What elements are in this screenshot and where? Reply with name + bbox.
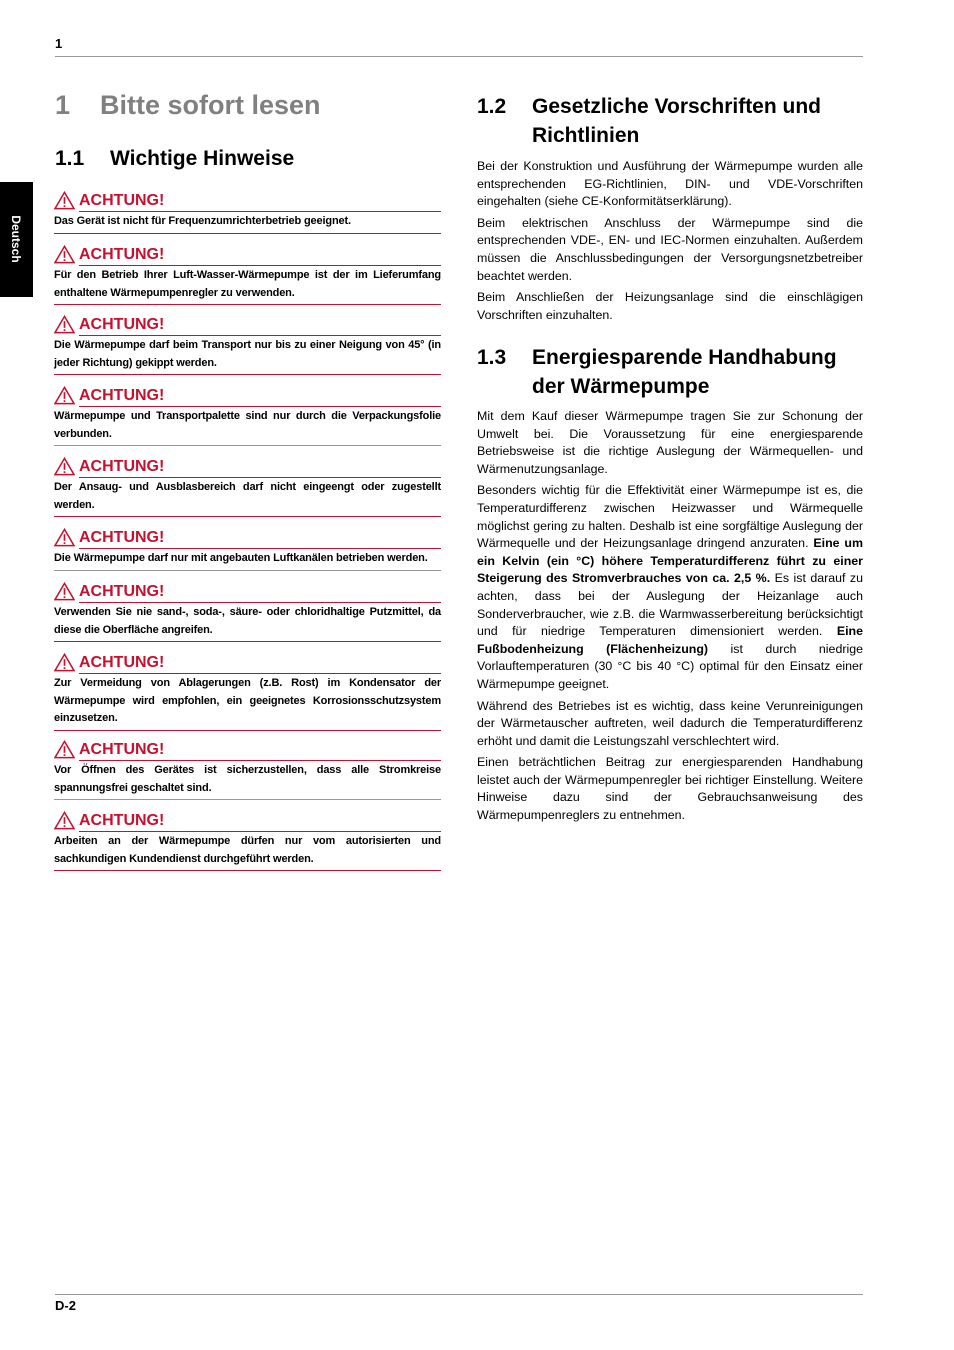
warning-triangle-icon [54, 386, 75, 405]
warning-label: ACHTUNG! [79, 529, 165, 546]
emphasis-text: Eine Fußbodenheizung (Flächenheizung) [477, 624, 863, 656]
warning-bottom-rule [54, 233, 441, 234]
section-1-3-body [477, 408, 863, 829]
chapter-title-text: Bitte sofort lesen [100, 90, 321, 120]
section-number: 1.1 [55, 147, 85, 170]
warning-box [54, 652, 441, 731]
warning-triangle-icon [54, 528, 75, 547]
section-1-2-body [477, 158, 863, 328]
section-title-line-1: Energiesparende Handhabung [532, 346, 837, 369]
warning-triangle-icon [54, 740, 75, 759]
section-title: Wichtige Hinweise [110, 147, 295, 170]
header-page-number: 1 [55, 36, 63, 51]
warning-label: ACHTUNG! [79, 246, 165, 263]
paragraph: Beim elektrischen Anschluss der Wärmepumpe sind die entsprechenden VDE-, EN- und IEC-Normen einzuhalten. Außerdem müssen die Anschlussbedingungen der Versorgungsnetzbetreiber beachtet werden. [477, 215, 863, 283]
warning-bottom-rule [54, 445, 441, 446]
warning-box [54, 244, 441, 305]
warning-box [54, 385, 441, 446]
warning-rule [79, 211, 441, 212]
warning-label: ACHTUNG! [79, 192, 165, 209]
chapter-number: 1 [55, 90, 71, 120]
warning-text: Arbeiten an der Wärmepumpe dürfen nur vom autorisierten und sachkundigen Kundendienst durchgeführt werden. [54, 835, 441, 865]
warning-rule [79, 602, 441, 603]
warning-triangle-icon [54, 191, 75, 210]
paragraph: Bei der Konstruktion und Ausführung der Wärmepumpe wurden alle entsprechenden EG-Richtlinien, DIN- und VDE-Vorschriften eingehalten (siehe CE-Konformitätserklärung). [477, 159, 863, 209]
section-number: 1.2 [477, 95, 507, 118]
paragraph-text: Besonders wichtig für die Effektivität einer Wärmepumpe ist es, die Temperaturdifferenz zwischen Heizwasser und Wärmequelle möglichst gering zu halten. Deshalb ist eine sorgfältige Auslegung der Wärmequelle und der Heizungsanlage dringend anzuraten. [477, 483, 863, 551]
paragraph [477, 482, 863, 693]
paragraph-text: Es ist darauf zu achten, dass bei der Auslegung der Heizanlage auch Sonderverbraucher, wie z.B. die Warmwasserbereitung berücksichtigt und für niedrige Temperaturen dimensioniert werden. [477, 571, 864, 639]
warning-rule [79, 673, 441, 674]
warning-box [54, 527, 441, 571]
chapter-title [55, 90, 321, 121]
warning-label: ACHTUNG! [79, 316, 165, 333]
warning-box [54, 456, 441, 517]
warning-label: ACHTUNG! [79, 458, 165, 475]
warning-label: ACHTUNG! [79, 583, 165, 600]
warning-text: Verwenden Sie nie sand-, soda-, säure- oder chloridhaltige Putzmittel, da diese die Oberfläche angreifen. [54, 606, 441, 636]
warning-rule [79, 406, 441, 407]
warning-triangle-icon [54, 245, 75, 264]
paragraph: Während des Betriebes ist es wichtig, dass keine Verunreinigungen der Wärmetauscher auftreten, weil dadurch die Temperaturdifferenz erhöht und damit die Leistungszahl verschlechtert wird. [477, 698, 863, 748]
paragraph: Einen beträchtlichen Beitrag zur energiesparenden Handhabung leistet auch der Wärmepumpenregler bei richtiger Einstellung. Weitere Hinweise dazu sind der Gebrauchsanweisung des Wärmepumpenreglers zu entnehmen. [477, 755, 863, 823]
warning-text: Zur Vermeidung von Ablagerungen (z.B. Rost) im Kondensator der Wärmepumpe wird empfohlen, ein geeignetes Korrosionsschutzsystem einzusetzen. [54, 677, 441, 724]
warning-label: ACHTUNG! [79, 741, 165, 758]
warning-rule [79, 335, 441, 336]
warning-bottom-rule [54, 870, 441, 871]
warning-bottom-rule [54, 516, 441, 517]
warning-text: Das Gerät ist nicht für Frequenzumrichterbetrieb geeignet. [54, 215, 351, 227]
section-title-line-2: Richtlinien [532, 124, 640, 147]
warning-text: Die Wärmepumpe darf beim Transport nur bis zu einer Neigung von 45° (in jeder Richtung) gekippt werden. [54, 339, 441, 369]
paragraph: Beim Anschließen der Heizungsanlage sind die einschlägigen Vorschriften einzuhalten. [477, 290, 863, 322]
warning-text: Die Wärmepumpe darf nur mit angebauten Luftkanälen betrieben werden. [54, 552, 428, 564]
section-number: 1.3 [477, 346, 507, 369]
warning-triangle-icon [54, 582, 75, 601]
section-1-2-heading [477, 92, 821, 150]
warning-text: Wärmepumpe und Transportpalette sind nur durch die Verpackungsfolie verbunden. [54, 410, 441, 440]
section-title-line-1: Gesetzliche Vorschriften und [532, 95, 822, 118]
warning-box [54, 581, 441, 642]
warning-box [54, 190, 441, 234]
warning-box [54, 314, 441, 375]
warning-triangle-icon [54, 811, 75, 830]
warning-label: ACHTUNG! [79, 654, 165, 671]
warning-bottom-rule [54, 570, 441, 571]
warning-rule [79, 760, 441, 761]
paragraph: Mit dem Kauf dieser Wärmepumpe tragen Sie zur Schonung der Umwelt bei. Die Voraussetzung für eine energiesparende Betriebsweise ist die richtige Auslegung der Wärmequellen- und Wärmenutzungsanlage. [477, 409, 863, 476]
warning-rule [79, 548, 441, 549]
footer-rule [55, 1294, 863, 1295]
warning-triangle-icon [54, 457, 75, 476]
language-tab [0, 182, 33, 297]
emphasis-text: Eine um ein Kelvin (ein °C) höhere Temperaturdifferenz führt zu einer Steigerung des Stromverbrauches von ca. 2,5 %. [477, 536, 863, 586]
section-1-3-heading [477, 343, 837, 401]
warning-rule [79, 831, 441, 832]
section-title-line-2: der Wärmepumpe [532, 375, 710, 398]
warning-box [54, 739, 441, 800]
warning-bottom-rule [54, 304, 441, 305]
warning-bottom-rule [54, 799, 441, 800]
section-1-1-heading [55, 144, 294, 173]
warning-bottom-rule [54, 374, 441, 375]
warning-text: Für den Betrieb Ihrer Luft-Wasser-Wärmepumpe ist der im Lieferumfang enthaltene Wärmepumpenregler zu verwenden. [54, 269, 441, 299]
warning-text: Vor Öffnen des Gerätes ist sicherzustellen, dass alle Stromkreise spannungsfrei geschaltet sind. [54, 764, 441, 794]
footer-page-number: D-2 [55, 1298, 76, 1313]
warning-bottom-rule [54, 641, 441, 642]
warning-bottom-rule [54, 730, 441, 731]
warning-label: ACHTUNG! [79, 812, 165, 829]
warning-box [54, 810, 441, 871]
warning-triangle-icon [54, 653, 75, 672]
language-tab-label: Deutsch [9, 215, 23, 263]
warning-label: ACHTUNG! [79, 387, 165, 404]
warning-rule [79, 265, 441, 266]
warning-triangle-icon [54, 315, 75, 334]
warning-rule [79, 477, 441, 478]
paragraph-text: ist durch niedrige Vorlauftemperaturen (30 °C bis 40 °C) optimal für den Einsatz einer Wärmepumpe geeignet. [477, 641, 863, 691]
header-rule [55, 56, 863, 57]
warning-text: Der Ansaug- und Ausblasbereich darf nicht eingeengt oder zugestellt werden. [54, 481, 441, 511]
